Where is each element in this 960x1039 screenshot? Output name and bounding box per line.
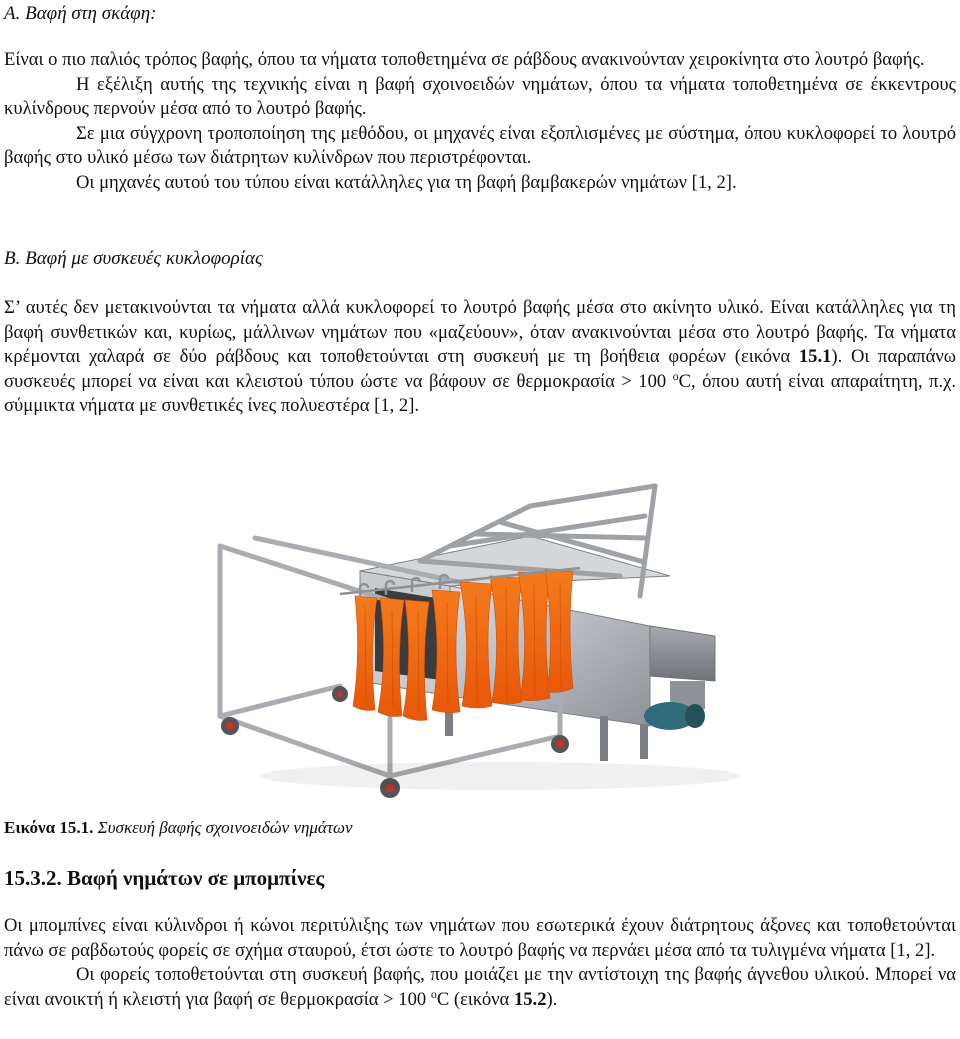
paragraph: Σε μια σύγχρονη τροποποίηση της μεθόδου, οι μηχανές είναι εξοπλισμένες με σύστημα, όπου κυκλοφορεί το λουτρό βαφής στο υλικό μέσω των διάτρητων κυλίνδρων που περιστρέφονται.: [4, 122, 956, 169]
dyeing-machine-image: [200, 476, 745, 806]
section-a-body: [4, 48, 956, 196]
paragraph: Είναι ο πιο παλιός τρόπος βαφής, όπου τα νήματα τοποθετημένα σε ράβδους ανακινούνταν χειροκίνητα στο λουτρό βαφής.: [4, 49, 925, 70]
paragraph: Οι μπομπίνες είναι κύλινδροι ή κώνοι περιτύλιξης των νημάτων που εσωτερικά έχουν διάτρητους άξονες και τοποθετούνται πάνω σε ραβδωτούς φορείς σε σχήμα σταυρού, έτσι ώστε το λουτρό βαφής να περνάει μέσα από τα τυλιγμένα νήματα [1, 2].: [4, 915, 956, 961]
degree-superscript: o: [430, 986, 437, 1001]
figure-caption: [4, 816, 353, 840]
section-title: 15.3.2. Βαφή νημάτων σε μπομπίνες: [4, 866, 325, 890]
figure-reference: 15.1: [798, 346, 832, 368]
section-a-heading: Α. Βαφή στη σκάφη:: [4, 3, 157, 24]
paragraph: [4, 296, 956, 419]
text-run: ).: [546, 988, 558, 1010]
degree-superscript: o: [672, 368, 679, 383]
text-run: ). Οι παραπάνω συσκευές μπορεί να είναι και κλειστού τύπου ώστε να βάφουν σε θερμοκρασία > 100: [4, 346, 956, 392]
paragraph: Η εξέλιξη αυτής της τεχνικής είναι η βαφή σχοινοειδών νημάτων, όπου τα νήματα τοποθετημένα σε έκκεντρους κυλίνδρους περνούν μέσα από το λουτρό βαφής.: [4, 73, 956, 120]
section-1532-body: [4, 914, 956, 1012]
text-run: C (εικόνα: [436, 988, 514, 1010]
paragraph: [4, 963, 956, 1012]
paragraph: Οι μηχανές αυτού του τύπου είναι κατάλληλες για τη βαφή βαμβακερών νημάτων [1, 2].: [76, 171, 737, 193]
caption-label: Εικόνα 15.1.: [4, 818, 94, 837]
text-run: Σ’ αυτές δεν μετακινούνται τα νήματα αλλά κυκλοφορεί το λουτρό βαφής μέσα στο ακίνητο υλικό. Είναι κατάλληλες για τη βαφή συνθετικών και, κυρίως, μάλλινων νημάτων που «μαζεύουν», όταν ανακινούνται μέσα στο λουτρό βαφής. Τα νήματα κρέμονται χαλαρά σε δύο ράβδους και τοποθετούνται στη συσκευή με τη βοήθεια φορέων (εικόνα: [4, 297, 956, 368]
text-run: Οι φορείς τοποθετούνται στη συσκευή βαφής, που μοιάζει με την αντίστοιχη της βαφής άγνεθου υλικού. Μπορεί να είναι ανοικτή ή κλειστή για βαφή σε θερμοκρασία > 100: [4, 964, 956, 1010]
figure-reference: 15.2: [513, 988, 547, 1010]
section-b-body: [4, 296, 956, 419]
caption-text: Συσκευή βαφής σχοινοειδών νημάτων: [97, 818, 353, 837]
text-run: C, όπου αυτή είναι απαραίτητη, π.χ. σύμμικτα νήματα με συνθετικές ίνες πολυεστέρα [1, 2].: [4, 370, 956, 417]
section-b-heading: Β. Βαφή με συσκευές κυκλοφορίας: [4, 248, 263, 269]
